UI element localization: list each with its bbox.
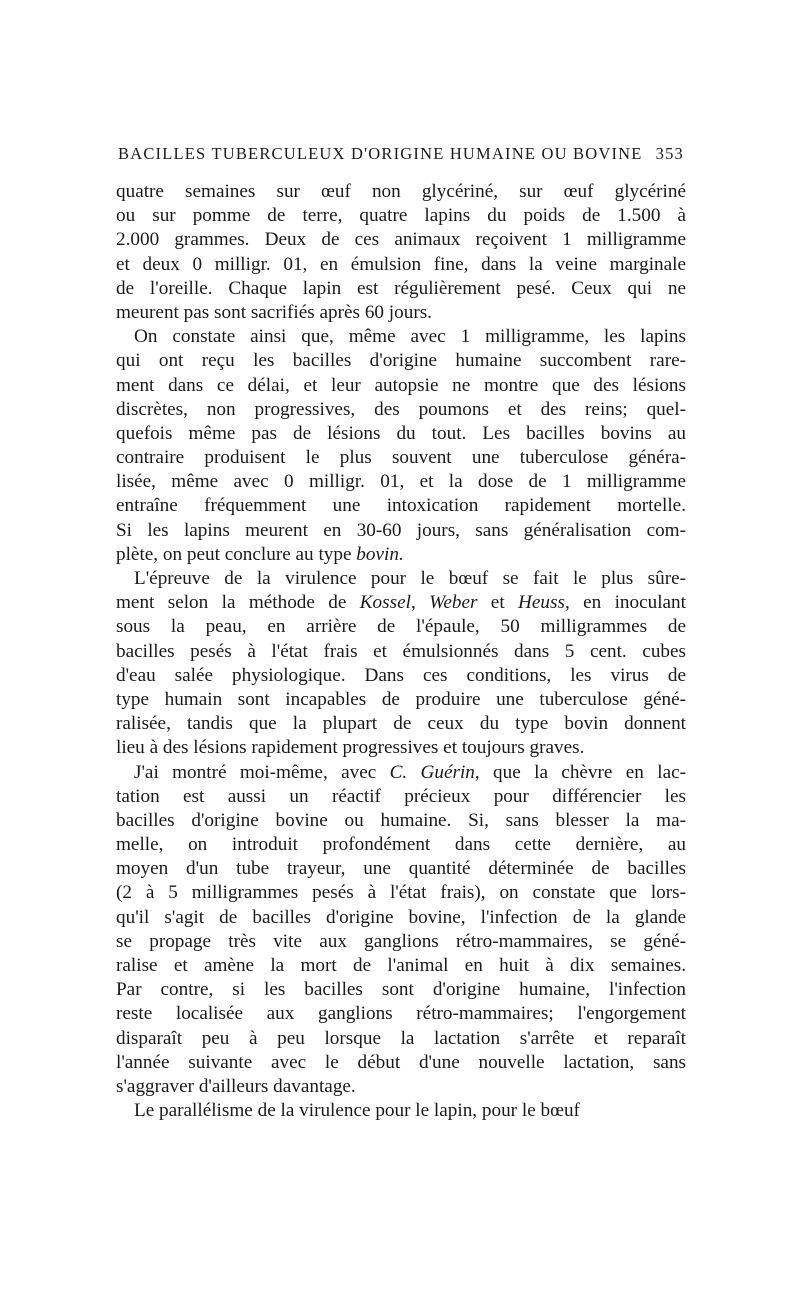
text-line: sous la peau, en arrière de l'épaule, 50 milligrammes de — [116, 616, 686, 638]
text-line: reste localisée aux ganglions rétro-mammaires; l'engorgement — [116, 1003, 686, 1025]
paragraph — [116, 761, 686, 1100]
paragraph — [116, 180, 686, 325]
text-line: melle, on introduit profondément dans cette dernière, au — [116, 834, 686, 856]
paragraph — [116, 567, 686, 761]
text-line: discrètes, non progressives, des poumons et des reins; quel- — [116, 398, 686, 420]
text-line: meurent pas sont sacrifiés après 60 jours. — [116, 301, 432, 323]
text-line: J'ai montré moi-même, avec C. Guérin, que la chèvre en lac- — [134, 761, 686, 783]
text-line: et deux 0 milligr. 01, en émulsion fine, dans la veine marginale — [116, 253, 686, 275]
text-line: plète, on peut conclure au type bovin. — [116, 543, 404, 565]
paragraph — [116, 1099, 686, 1123]
text-line: Si les lapins meurent en 30-60 jours, sans généralisation com- — [116, 519, 686, 541]
text-line: d'eau salée physiologique. Dans ces conditions, les virus de — [116, 664, 686, 686]
text-line: Le parallélisme de la virulence pour le lapin, pour le bœuf — [134, 1100, 580, 1122]
text-line: entraîne fréquemment une intoxication rapidement mortelle. — [116, 495, 686, 517]
text-line: disparaît peu à peu lorsque la lactation s'arrête et reparaît — [116, 1027, 686, 1049]
text-line: tation est aussi un réactif précieux pour différencier les — [116, 785, 686, 807]
text-line: ou sur pomme de terre, quatre lapins du poids de 1.500 à — [116, 205, 686, 227]
text-line: ralise et amène la mort de l'animal en huit à dix semaines. — [116, 955, 686, 976]
text-line: se propage très vite aux ganglions rétro-mammaires, se géné- — [116, 930, 686, 952]
text-line: (2 à 5 milligrammes pesés à l'état frais), on constate que lors- — [116, 882, 686, 904]
text-line: quatre semaines sur œuf non glycériné, sur œuf glycériné — [116, 181, 686, 202]
page-header — [118, 144, 684, 164]
text-line: qu'il s'agit de bacilles d'origine bovine, l'infection de la glande — [116, 906, 686, 928]
text-line: de l'oreille. Chaque lapin est régulièrement pesé. Ceux qui ne — [116, 277, 686, 299]
text-line: ment dans ce délai, et leur autopsie ne montre que des lésions — [116, 374, 686, 396]
text-line: bacilles d'origine bovine ou humaine. Si, sans blesser la ma- — [116, 809, 686, 831]
text-line: 2.000 grammes. Deux de ces animaux reçoivent 1 milligramme — [116, 229, 686, 251]
paragraph — [116, 325, 686, 567]
text-line: lieu à des lésions rapidement progressives et toujours graves. — [116, 737, 585, 759]
body-text — [116, 180, 686, 1123]
text-line: ment selon la méthode de Kossel, Weber et Heuss, en inoculant — [116, 592, 686, 614]
text-line: quefois même pas de lésions du tout. Les bacilles bovins au — [116, 422, 686, 444]
text-line: s'aggraver d'ailleurs davantage. — [116, 1075, 356, 1097]
text-line: Par contre, si les bacilles sont d'origine humaine, l'infection — [116, 979, 686, 1001]
text-line: type humain sont incapables de produire une tuberculose géné- — [116, 688, 686, 710]
text-line: ralisée, tandis que la plupart de ceux du type bovin donnent — [116, 713, 686, 735]
running-title: BACILLES TUBERCULEUX D'ORIGINE HUMAINE OU BOVINE — [118, 144, 643, 163]
page-number: 353 — [655, 144, 684, 163]
text-line: contraire produisent le plus souvent une tuberculose généra- — [116, 447, 686, 469]
text-line: L'épreuve de la virulence pour le bœuf se fait le plus sûre- — [134, 568, 686, 589]
text-line: bacilles pesés à l'état frais et émulsionnés dans 5 cent. cubes — [116, 640, 686, 662]
text-line: l'année suivante avec le début d'une nouvelle lactation, sans — [116, 1051, 686, 1073]
text-line: lisée, même avec 0 milligr. 01, et la dose de 1 milligramme — [116, 471, 686, 493]
text-line: On constate ainsi que, même avec 1 milligramme, les lapins — [134, 326, 686, 348]
text-line: moyen d'un tube trayeur, une quantité déterminée de bacilles — [116, 858, 686, 880]
text-line: qui ont reçu les bacilles d'origine humaine succombent rare- — [116, 350, 686, 372]
